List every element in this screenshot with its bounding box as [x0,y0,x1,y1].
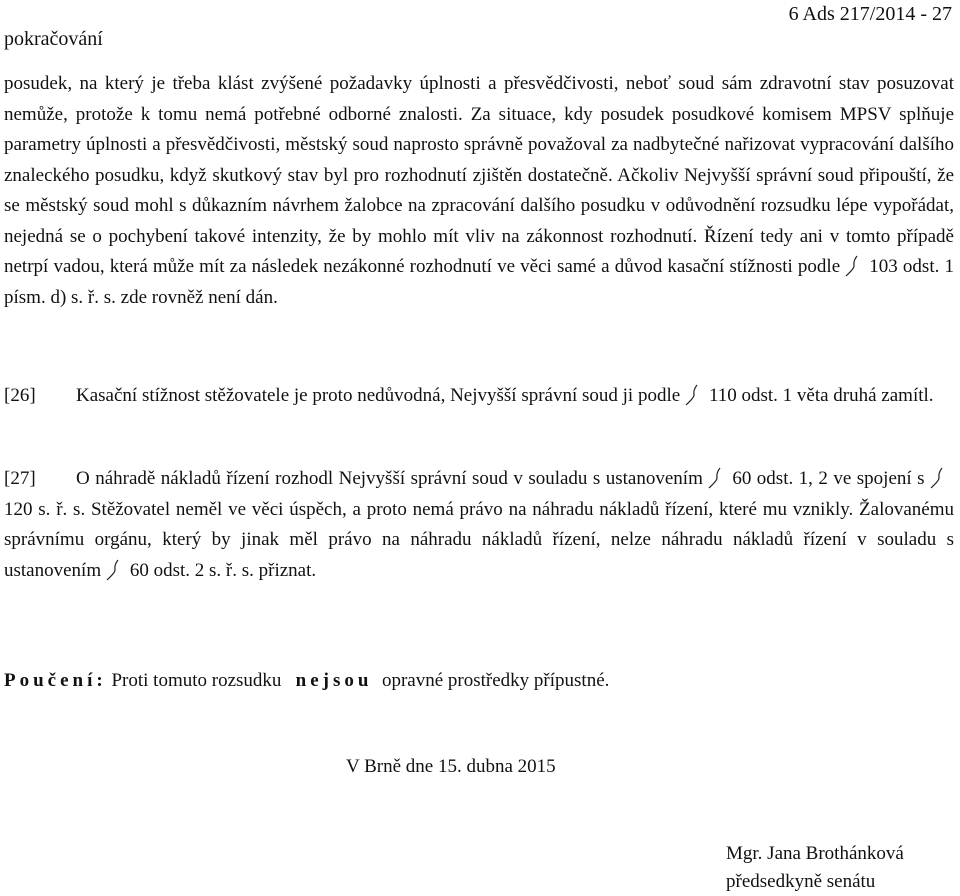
paragraph-reasoning [4,69,954,313]
instruction-label: Poučení: [4,670,107,691]
signature-block [726,840,904,896]
instruction-emphasis: nejsou [295,670,373,691]
paragraph-number: [27] [4,468,36,489]
section-sign-icon [708,467,724,489]
paragraph-text: posudek, na který je třeba klást zvýšené požadavky úplnosti a přesvědčivosti, neboť soud sám zdravotní stav posuzovat nemůže, protože k tomu nemá potřebné odborné znalosti. Za situace, kdy posudek posudkové komisem MPSV splňuje parametry úplnosti a přesvědčivosti, městský soud naprosto správně považoval za nadbytečné nařizovat vypracování dalšího znaleckého posudku, když skutkový stav byl pro rozhodnutí zjištěn dostatečně. Ačkoliv Nejvyšší správní soud připouští, že se městský soud mohl s důkazním návrhem žalobce na zpracování dalšího posudku v odůvodnění rozsudku lépe vypořádat, nejedná se o pochybení takové intenzity, že by mohlo mít vliv na zákonnost rozhodnutí. Řízení tedy ani v tomto případě netrpí vadou, která může mít za následek nezákonné rozhodnutí ve věci samé a důvod kasační stížnosti podle [4,73,954,277]
section-sign-icon [106,559,122,581]
paragraph-text: 103 odst. 1 písm. d) s. ř. s. zde rovněž není dán. [4,256,954,308]
file-reference: 6 Ads 217/2014 - 27 [788,3,952,25]
signer-name: Mgr. Jana Brothánková [726,843,904,864]
paragraph-text: 110 odst. 1 věta druhá zamítl. [708,385,934,406]
paragraph-text: 120 s. ř. s. Stěžovatel neměl ve věci úspěch, a proto nemá právo na náhradu nákladů řízení, které mu vznikly. Žalovanému správnímu orgánu, který by jinak měl právo na náhradu nákladů řízení, nelze náhradu nákladů řízení v souladu s ustanovením [4,498,954,581]
section-sign-icon [685,384,701,406]
signer-role: předsedkyně senátu [726,871,876,892]
paragraph-27 [4,464,954,586]
paragraph-text: 60 odst. 2 s. ř. s. přiznat. [129,559,317,581]
paragraph-text: Kasační stížnost stěžovatele je proto nedůvodná, Nejvyšší správní soud ji podle [76,385,681,406]
place-and-date: V Brně dne 15. dubna 2015 [346,756,556,777]
instruction-text: Proti tomuto rozsudku [111,670,282,691]
section-sign-icon [845,255,861,277]
paragraph-26 [4,381,954,412]
continuation-label: pokračování [4,28,103,50]
section-sign-icon [930,467,946,489]
instruction-text: opravné prostředky přípustné. [381,670,610,691]
paragraph-text: 60 odst. 1, 2 ve spojení s [732,468,925,489]
paragraph-text: O náhradě nákladů řízení rozhodl Nejvyšší správní soud v souladu s ustanovením [76,468,703,489]
paragraph-number: [26] [4,385,36,406]
appeal-instruction [4,670,609,692]
